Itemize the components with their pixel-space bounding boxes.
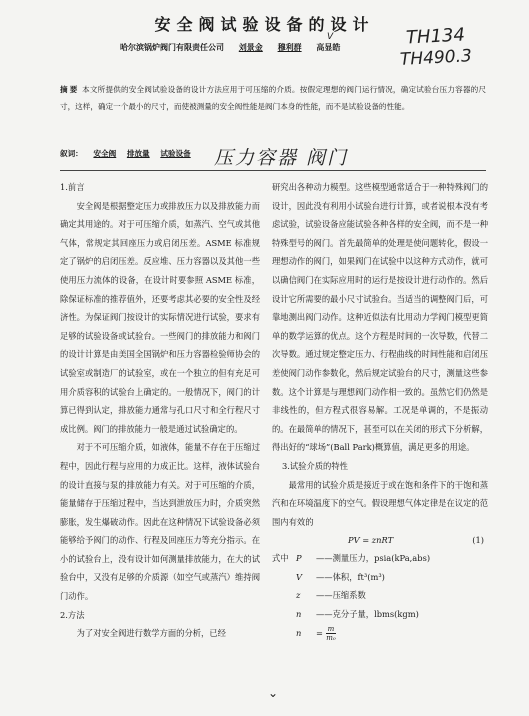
- fraction-numerator: m: [327, 624, 335, 633]
- handwritten-caret: V: [327, 32, 334, 42]
- symbol-row: [272, 568, 488, 587]
- section-heading-media: 3.试验介质的特性: [281, 460, 348, 471]
- fraction: [326, 625, 337, 642]
- symbol-row: [272, 624, 488, 646]
- keyword: 试验设备: [160, 149, 191, 158]
- keyword: 安全阀: [93, 149, 117, 158]
- abstract-text: 本文所提供的安全阀试验设备的设计方法应用于可压缩的介质。按假定理想的阀门运行情况，确定试验台压力容器的尺寸，这样，确定一个最小的尺寸，而使被测量的安全阀性能是阀门本身的性能，而不是试验设备的性能。: [60, 85, 486, 111]
- equation-formula: PV = znRT: [348, 535, 394, 546]
- paragraph: 研究出各种动力模型。这些模型通常适合于一种特殊阀门的设计，因此没有利用小试验台进行计算，或者说根本没有考虑试验，试验设备应能试验各种各样的安全阀，而不是一种特殊型号的阀门。首先最简单的处理是使问题转化，假设一理想动作的阀门，如果阀门在试验中以这种方式动作，就可以确信阀门在实际应用时的运行是按设计进行动作的。然后设计它所需要的最小尺寸试验台。当适当的调整阀门后，可靠地测出阀门动作。这种近似法有比用动力学阀门模型更简单的数学运算的优点。这个方程是时间的一次导数，代替二次导数。通过规定整定压力、行程曲线的时间性能和启闭压差使阀门动作参数化，然后规定试验台的尺寸，测量这些参数。这个计算是与理想阀门动作相一致的。虽然它们仍然是非线性的，但方程式很容易解。工况是单调的，不是振动的。在最简单的情况下，甚至可以在关闭的形式下分析解，得出好的“球场”(Ball Park)概算值，满足更多的用途。: [272, 182, 488, 453]
- section-heading-method: 2.方法: [60, 609, 85, 620]
- keyword: 排放量: [126, 149, 150, 158]
- symbol-description: ——测量压力，psia(kPa,abs): [316, 553, 431, 564]
- symbol: V: [296, 571, 302, 582]
- symbol: z: [296, 590, 301, 601]
- keywords-label: 叙词：: [60, 149, 83, 158]
- paragraph: 安全阀是根据整定压力或排放压力以及排放能力而确定其用途的。对于可压缩介质，如蒸汽、空气或其他气体，常规定其回座压力或启闭压差。ASME 标准规定了锅炉的启闭压差。反应堆、压力容器以及其他一些使用压力流体的设备，在设计时要参照 ASME 标准，除保证标准的推荐值外，还要考虑其必要的安全性及经济性。为保证阀门按设计的实际情况进行试验，要求有足够的试验设备或试验台。一些阀门的排放能力和阀门的设计计算是由美国全国锅炉和压力容器检验师协会的试验室或制造厂的试验室，或在一个独立的但有充足可用介质容积的试验台上确定的。一般情况下，阀门的计算已得到认定，排放能力通常与孔口尺寸和全行程尺寸成比例。阀门的排放能力一般是通过试验确定的。: [60, 200, 260, 434]
- article-title: 安全阀试验设备的设计: [154, 15, 375, 34]
- handwritten-classification-2: TH490.3: [399, 46, 473, 70]
- symbol-description: ——体积，ft³(m³): [316, 571, 385, 582]
- symbol: n: [296, 627, 302, 638]
- author-3: 高显皓: [316, 42, 341, 52]
- paragraph: 为了对安全阀进行数学方面的分析，已经: [76, 628, 226, 639]
- handwritten-classification-1: TH134: [405, 24, 466, 49]
- symbol-description: ——克分子量，lbms(kgm): [316, 609, 419, 620]
- author-2: 穆利群: [277, 42, 302, 52]
- where-label: 式中: [272, 553, 289, 564]
- paragraph: 对于不可压缩介质，如液体，能量不存在于压缩过程中，因此行程与应用的力成正比。这样，液体试验台的设计直接与泵的排放能力有关。对于可压缩的介质，能量储存于压缩过程中，当达到泄放压力时，介质突然膨胀，发生爆破动作。因此在这种情况下试验设备必须能够给予阀门的动作、行程及回座压力等充分指示。在小的试验台上，没有设计如何测量排放能力，在大的试验台中，又没有足够的介质源（如空气或蒸汽）维持阀门动作。: [60, 442, 260, 602]
- page-mark: ⌄: [268, 686, 279, 700]
- section-divider: [60, 170, 486, 171]
- abstract-label: 摘要: [60, 85, 80, 94]
- equation-1: [272, 531, 488, 549]
- byline: [120, 42, 340, 53]
- fraction-expression: = $\frac{m}{\text{m₀}}$: [316, 624, 336, 642]
- paragraph: 最常用的试验介质是接近于或在饱和条件下的干饱和蒸汽和在环境温度下的空气。假设理想气体定律是在议定的范围内有效的: [272, 479, 488, 527]
- symbol-description: ——压缩系数: [316, 590, 366, 601]
- symbol: P: [296, 553, 302, 564]
- right-column: [272, 178, 488, 646]
- handwritten-keywords: 压力容器 阀门: [214, 147, 349, 169]
- fraction-denominator: m₀: [326, 633, 336, 642]
- symbol-row: [272, 605, 488, 624]
- equation-number: (1): [472, 535, 484, 546]
- left-column: [60, 178, 260, 643]
- author-1: 刘景金: [238, 42, 263, 52]
- keywords: [60, 148, 191, 159]
- organization: 哈尔滨锅炉阀门有限责任公司: [120, 42, 224, 52]
- symbol-row: [272, 549, 488, 568]
- abstract: [60, 82, 486, 115]
- symbol-row: [272, 586, 488, 605]
- section-heading-intro: 1.前言: [60, 182, 85, 192]
- symbol: n: [296, 609, 302, 620]
